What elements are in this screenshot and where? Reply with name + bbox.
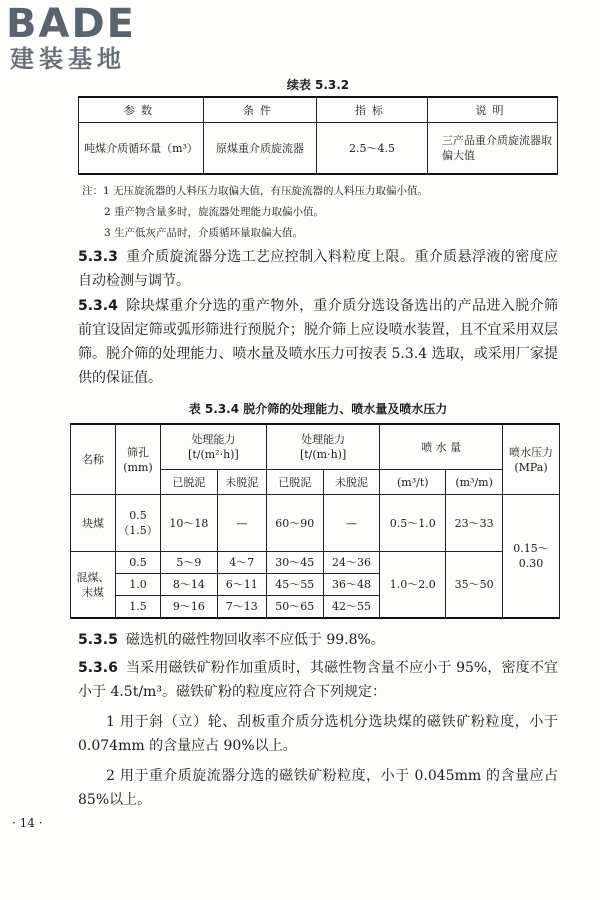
table-cell: 1.5 [116, 596, 161, 619]
col-header [266, 424, 380, 470]
logo-text-en: BADE [6, 1, 136, 47]
table-cell: 6～11 [217, 574, 266, 596]
col-header [116, 424, 161, 495]
clause-5-3-3 [78, 245, 558, 293]
clause-5-3-4 [78, 294, 558, 390]
table-cell: 0.5（1.5） [116, 495, 161, 552]
table-row [71, 495, 560, 552]
clause-text: 当采用磁铁矿粉作加重质时，其磁性物含量不应小于 95%，密度不宜小于 4.5t/m³。磁铁矿粉的粒度应符合下列规定： [78, 660, 558, 700]
col-header-unit: [t/(m·h)] [299, 448, 347, 461]
table-cell: 混煤、末煤 [71, 552, 116, 619]
table-cell: 60～90 [266, 495, 323, 552]
sub-header: 已脱泥 [266, 470, 323, 495]
table-5-3-2-cont [78, 96, 558, 175]
table-row [79, 123, 558, 175]
col-header: 条件 [204, 97, 317, 123]
clause-5-3-5 [78, 628, 558, 652]
col-header: 说明 [428, 97, 558, 123]
col-header: 参数 [79, 97, 204, 123]
col-header-cap2: 处理能力 [301, 433, 346, 446]
col-header: 喷 水 量 [380, 424, 503, 470]
page-number: · 14 · [12, 816, 43, 830]
sub-header: 未脱泥 [217, 470, 266, 495]
col-header: 指标 [317, 97, 428, 123]
note-item: 注：1 无压旋流器的人料压力取偏大值，有压旋流器的人料压力取偏小值。 [82, 185, 429, 197]
clause-item-2: 2 用于重介质旋流器分选的磁铁矿粉粒度，小于 0.045mm 的含量应占 85%以上。 [78, 768, 558, 808]
table-cell: 0.5 [116, 552, 161, 574]
table-cell: — [323, 495, 380, 552]
sub-header: 未脱泥 [323, 470, 380, 495]
table-cell: 2.5～4.5 [317, 123, 428, 175]
col-header-unit: [t/(m²·h)] [188, 448, 239, 461]
clause-text: 重介质旋流器分选工艺应控制入料粒度上限。重介质悬浮液的密度应自动检测与调节。 [78, 249, 558, 289]
table-5-3-4-caption: 表 5.3.4 脱介筛的处理能力、喷水量及喷水压力 [188, 402, 448, 416]
table-cell: 50～65 [266, 596, 323, 619]
table-cell: 1.0 [116, 574, 161, 596]
table-cell: 23～33 [446, 495, 503, 552]
table-row [71, 552, 560, 574]
col-header-mesh: 筛孔 [127, 445, 149, 459]
clause-number: 5.3.5 [78, 632, 118, 648]
table-cell: 0.15～0.30 [503, 495, 560, 619]
clause-item-1: 1 用于斜（立）轮、刮板重介质分选机分选块煤的磁铁矿粉粒度，小于 0.074mm 的含量应占 90%以上。 [78, 714, 558, 754]
logo [6, 1, 136, 74]
clause-number: 5.3.3 [78, 249, 118, 265]
col-header [161, 424, 267, 470]
table-cell: 42～55 [323, 596, 380, 619]
sub-header: (m³/t) [380, 470, 446, 495]
table-notes [82, 181, 428, 244]
table-cell: 35～50 [446, 552, 503, 619]
clause-number: 5.3.6 [78, 660, 118, 676]
table-cell: 0.5～1.0 [380, 495, 446, 552]
table-cell: 7～13 [217, 596, 266, 619]
table-cell: 45～55 [266, 574, 323, 596]
col-header: 名称 [71, 424, 116, 495]
table-cell: 24～36 [323, 552, 380, 574]
col-header-unit: (MPa) [514, 460, 548, 474]
table-cell: 30～45 [266, 552, 323, 574]
table-5-3-4 [70, 423, 560, 619]
table-cell: 吨煤介质循环量（m³） [79, 123, 204, 175]
table-cell: 10～18 [161, 495, 218, 552]
table-cell: 4～7 [217, 552, 266, 574]
table-header-row [71, 424, 560, 470]
table-cell: 8～14 [161, 574, 218, 596]
table-cell: — [217, 495, 266, 552]
table-cont-caption: 续表 5.3.2 [286, 78, 350, 92]
sub-header: 已脱泥 [161, 470, 218, 495]
table-header-row [79, 97, 558, 123]
table-cell: 块煤 [71, 495, 116, 552]
table-cell: 三产品重介质旋流器取偏大值 [428, 123, 558, 175]
note-item: 2 重产物含量多时，旋流器处理能力取偏小值。 [104, 206, 325, 218]
logo-text-cn: 建装基地 [10, 45, 126, 73]
sub-header: (m³/m) [446, 470, 503, 495]
col-header-unit: (mm) [123, 460, 153, 474]
col-header-press: 喷水压力 [509, 445, 553, 459]
col-header [503, 424, 560, 495]
clause-5-3-6 [78, 656, 558, 704]
table-cell: 9～16 [161, 596, 218, 619]
clause-number: 5.3.4 [78, 298, 118, 314]
note-item: 3 生产低灰产品时，介质循环量取偏大值。 [104, 227, 304, 239]
col-header-cap1: 处理能力 [191, 433, 236, 446]
table-cell: 1.0～2.0 [380, 552, 446, 619]
clause-text: 磁选机的磁性物回收率不应低于 99.8%。 [125, 632, 385, 648]
table-cell: 36～48 [323, 574, 380, 596]
clause-text: 除块煤重介分选的重产物外，重介质分选设备选出的产品进入脱介筛前宜设固定筛或弧形筛进行预脱介；脱介筛上应设喷水装置，且不宜采用双层筛。脱介筛的处理能力、喷水量及喷水压力可按表 5.3.4 选取，或采用厂家提供的保证值。 [78, 298, 558, 386]
table-cell: 原煤重介质旋流器 [204, 123, 317, 175]
table-cell: 5～9 [161, 552, 218, 574]
